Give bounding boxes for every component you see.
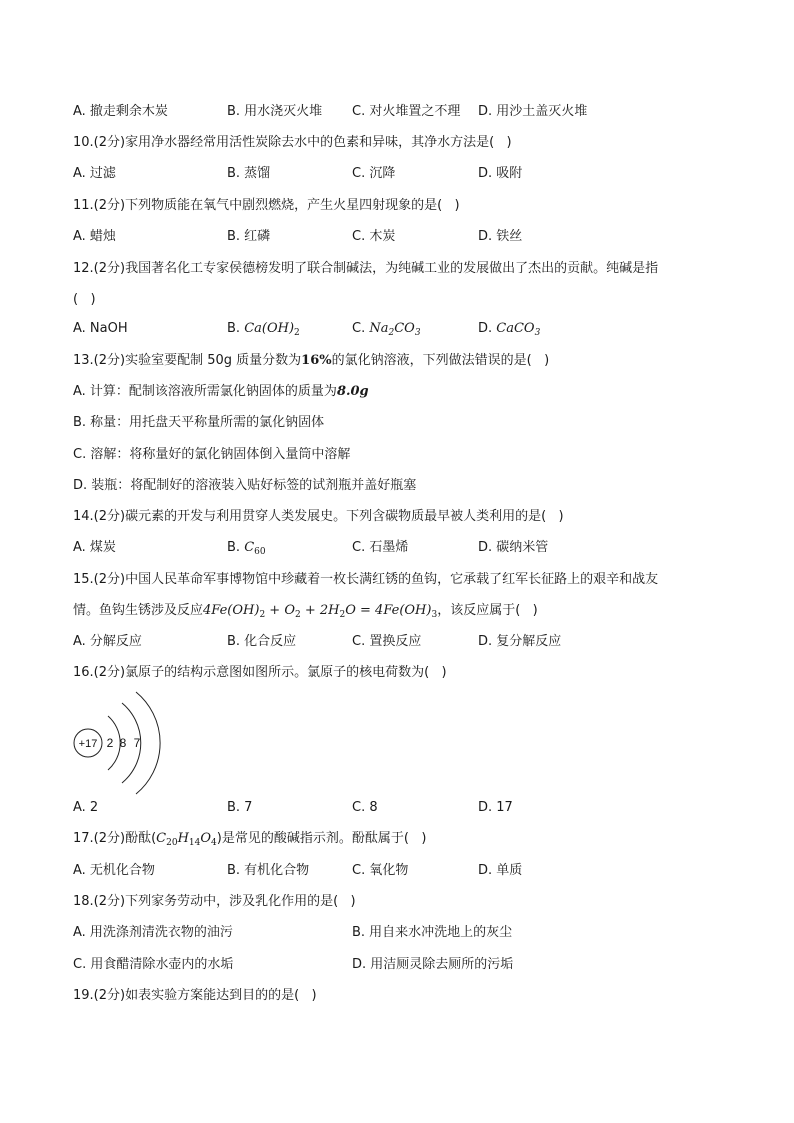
q9-option-b: B. 用水浇灭火堆 bbox=[227, 104, 323, 119]
q11-option-a: A. 蜡烛 bbox=[73, 229, 116, 244]
q17-stem: 17.(2分)酚酞$(C_{20}H_{14}O_4)$是常见的酸碱指示剂。酚酞属于( ) bbox=[73, 831, 427, 848]
q17-option-c: C. 氧化物 bbox=[352, 863, 409, 878]
q9-option-c: C. 对火堆置之不理 bbox=[352, 104, 461, 119]
q18-option-c: C. 用食醋清除水壶内的水垢 bbox=[73, 957, 234, 972]
q13-option-a: A. 计算：配制该溶液所需氯化钠固体的质量为8.0g bbox=[73, 384, 369, 399]
q18-option-d: D. 用洁厕灵除去厕所的污垢 bbox=[352, 957, 514, 972]
q13-option-c: C. 溶解：将称量好的氯化钠固体倒入量筒中溶解 bbox=[73, 447, 351, 462]
q15-stem-line1: 15.(2分)中国人民革命军事博物馆中珍藏着一枚长满红锈的鱼钩，它承载了红军长征路上的艰辛和战友 bbox=[73, 572, 659, 587]
q14-option-a: A. 煤炭 bbox=[73, 540, 116, 555]
q12-option-a: A. NaOH bbox=[73, 321, 128, 336]
q16-option-c: C. 8 bbox=[352, 800, 378, 815]
q14-option-c: C. 石墨烯 bbox=[352, 540, 409, 555]
q15-stem-line2: 情。鱼钩生锈涉及反应$4Fe(OH)_2 + O_2 + 2H_2O = 4Fe(OH)_3$，该反应属于( ) bbox=[73, 603, 538, 620]
q12-stem-line1: 12.(2分)我国著名化工专家侯德榜发明了联合制碱法，为纯碱工业的发展做出了杰出的贡献。纯碱是指 bbox=[73, 261, 659, 276]
q11-option-b: B. 红磷 bbox=[227, 229, 271, 244]
q10-stem: 10.(2分)家用净水器经常用活性炭除去水中的色素和异味，其净水方法是( ) bbox=[73, 135, 512, 150]
q9-option-a: A. 撤走剩余木炭 bbox=[73, 104, 168, 119]
nucleus-label: +17 bbox=[78, 738, 98, 750]
q15-option-b: B. 化合反应 bbox=[227, 634, 297, 649]
q12-option-d: D. CaCO$_3$ bbox=[478, 321, 541, 338]
q15-option-a: A. 分解反应 bbox=[73, 634, 142, 649]
q12-stem-line2: ( ) bbox=[73, 292, 96, 307]
q18-option-b: B. 用自来水冲洗地上的灰尘 bbox=[352, 925, 513, 940]
shell-3-electrons: 7 bbox=[133, 736, 141, 750]
q16-stem: 16.(2分)氯原子的结构示意图如图所示。氯原子的核电荷数为( ) bbox=[73, 665, 447, 680]
q11-option-d: D. 铁丝 bbox=[478, 229, 523, 244]
q10-option-a: A. 过滤 bbox=[73, 166, 116, 181]
chlorine-atom-diagram bbox=[72, 686, 212, 800]
q10-option-b: B. 蒸馏 bbox=[227, 166, 271, 181]
q14-option-b: B. $C_{60}$ bbox=[227, 540, 266, 557]
q16-option-b: B. 7 bbox=[227, 800, 253, 815]
q11-option-c: C. 木炭 bbox=[352, 229, 396, 244]
q15-option-c: C. 置换反应 bbox=[352, 634, 422, 649]
q17-option-d: D. 单质 bbox=[478, 863, 523, 878]
q12-option-c: C. $Na_2CO_3$ bbox=[352, 321, 421, 338]
q10-option-d: D. 吸附 bbox=[478, 166, 523, 181]
q16-option-d: D. 17 bbox=[478, 800, 513, 815]
q13-option-b: B. 称量：用托盘天平称量所需的氯化钠固体 bbox=[73, 415, 325, 430]
q13-option-d: D. 装瓶：将配制好的溶液装入贴好标签的试剂瓶并盖好瓶塞 bbox=[73, 478, 417, 493]
q14-option-d: D. 碳纳米管 bbox=[478, 540, 549, 555]
q18-option-a: A. 用洗涤剂清洗衣物的油污 bbox=[73, 925, 233, 940]
q19-stem: 19.(2分)如表实验方案能达到目的的是( ) bbox=[73, 988, 317, 1003]
shell-1-electrons: 2 bbox=[106, 736, 114, 750]
shell-2-electrons: 8 bbox=[119, 736, 127, 750]
q16-option-a: A. 2 bbox=[73, 800, 99, 815]
q18-stem: 18.(2分)下列家务劳动中，涉及乳化作用的是( ) bbox=[73, 894, 356, 909]
q17-option-a: A. 无机化合物 bbox=[73, 863, 155, 878]
q13-stem: 13.(2分)实验室要配制 50g 质量分数为16%的氯化钠溶液，下列做法错误的是( ) bbox=[73, 353, 550, 368]
q15-option-d: D. 复分解反应 bbox=[478, 634, 562, 649]
q11-stem: 11.(2分)下列物质能在氧气中剧烈燃烧，产生火星四射现象的是( ) bbox=[73, 198, 460, 213]
q10-option-c: C. 沉降 bbox=[352, 166, 396, 181]
q17-option-b: B. 有机化合物 bbox=[227, 863, 310, 878]
q12-option-b: B. $Ca(OH)_2$ bbox=[227, 321, 300, 338]
q14-stem: 14.(2分)碳元素的开发与利用贯穿人类发展史。下列含碳物质最早被人类利用的是( ) bbox=[73, 509, 564, 524]
q9-option-d: D. 用沙土盖灭火堆 bbox=[478, 104, 588, 119]
